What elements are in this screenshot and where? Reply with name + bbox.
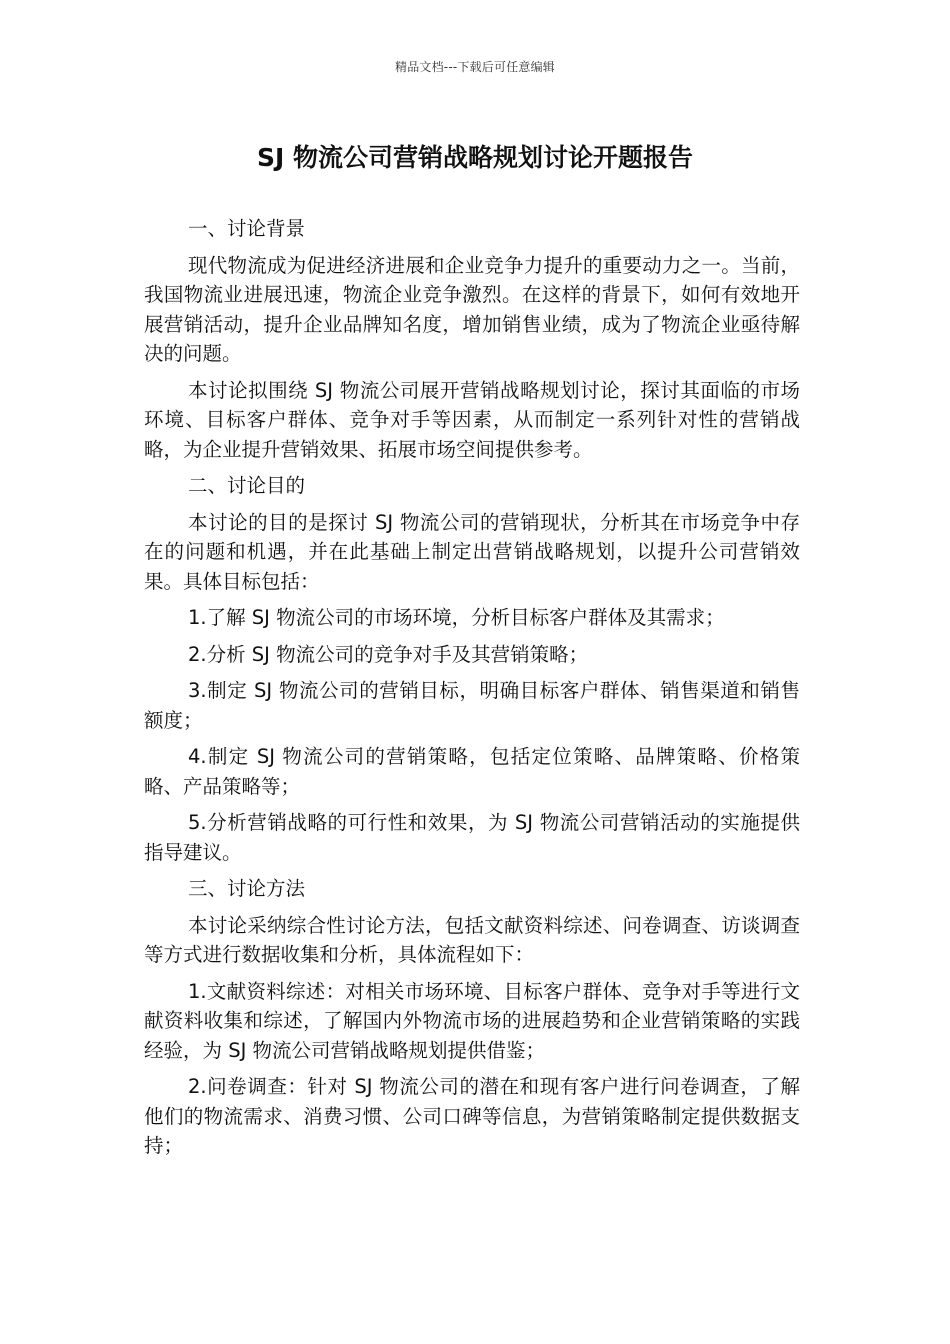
section-heading-purpose: 二、讨论目的: [188, 474, 306, 497]
list-item: 2.问卷调查：针对 SJ 物流公司的潜在和现有客户进行问卷调查，了解他们的物流需求、消费习惯、公司口碑等信息，为营销策略制定提供数据支持；: [144, 1075, 800, 1157]
section-heading-method: 三、讨论方法: [188, 877, 306, 900]
body-paragraph: 本讨论采纳综合性讨论方法，包括文献资料综述、问卷调查、访谈调查等方式进行数据收集和分析，具体流程如下：: [144, 913, 800, 966]
list-item: 2.分析 SJ 物流公司的竞争对手及其营销策略；: [188, 642, 589, 666]
document-title: SJ 物流公司营销战略规划讨论开题报告: [256, 143, 693, 172]
list-item: 1.文献资料综述：对相关市场环境、目标客户群体、竞争对手等进行文献资料收集和综述，了解国内外物流市场的进展趋势和企业营销策略的实践经验，为 SJ 物流公司营销战略规划提供借鉴；: [144, 979, 800, 1062]
list-item: 4.制定 SJ 物流公司的营销策略，包括定位策略、品牌策略、价格策略、产品策略等；: [144, 745, 800, 798]
list-item: 1.了解 SJ 物流公司的市场环境，分析目标客户群体及其需求；: [188, 606, 725, 629]
header-note: 精品文档---下载后可任意编辑: [395, 60, 555, 74]
body-paragraph: 本讨论的目的是探讨 SJ 物流公司的营销现状，分析其在市场竞争中存在的问题和机遇，并在此基础上制定出营销战略规划，以提升公司营销效果。具体目标包括：: [144, 510, 800, 593]
section-heading-background: 一、讨论背景: [188, 217, 306, 240]
body-paragraph: 现代物流成为促进经济进展和企业竞争力提升的重要动力之一。当前，我国物流业进展迅速，物流企业竞争激烈。在这样的背景下，如何有效地开展营销活动，提升企业品牌知名度，增加销售业绩，成为了物流企业亟待解决的问题。: [144, 253, 800, 365]
document-body: [144, 214, 800, 1168]
body-paragraph: 本讨论拟围绕 SJ 物流公司展开营销战略规划讨论，探讨其面临的市场环境、目标客户群体、竞争对手等因素，从而制定一系列针对性的营销战略，为企业提升营销效果、拓展市场空间提供参考。: [144, 378, 800, 461]
list-item: 3.制定 SJ 物流公司的营销目标，明确目标客户群体、销售渠道和销售额度；: [144, 679, 800, 732]
list-item: 5.分析营销战略的可行性和效果，为 SJ 物流公司营销活动的实施提供指导建议。: [144, 811, 800, 864]
